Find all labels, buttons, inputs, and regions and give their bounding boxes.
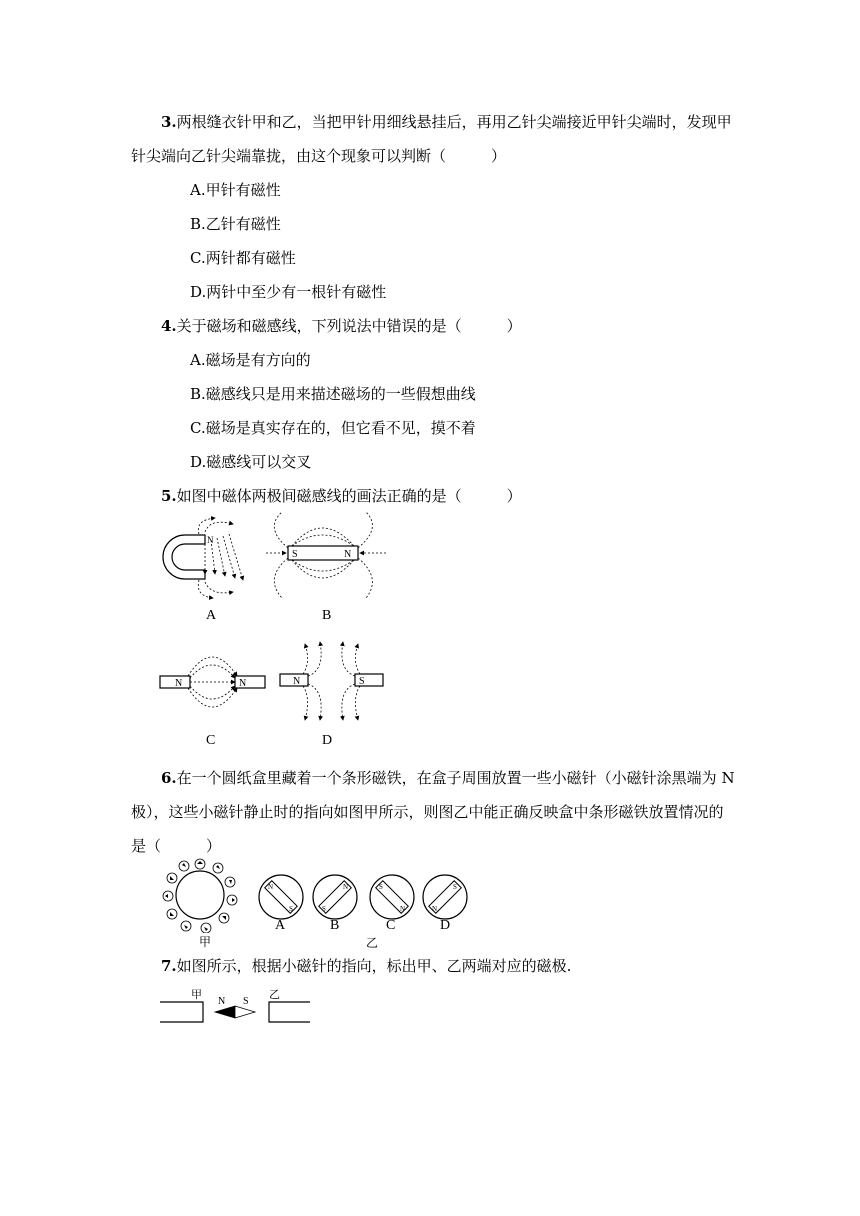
q7-yi-label: 乙 (269, 989, 280, 1001)
question-5-number: 5. (161, 487, 177, 505)
q6-figure-jia (160, 858, 240, 933)
q5-figure-d[interactable] (275, 640, 390, 725)
q7-needle-s: S (243, 996, 249, 1007)
question-6-number: 6. (161, 769, 177, 787)
q6-label-c: C (386, 918, 396, 933)
question-4-text-1: 关于磁场和磁感线，下列说法中错误的是（ ） (176, 317, 522, 335)
q5-figure-a[interactable] (155, 510, 265, 605)
q6-label-yi: 乙 (366, 936, 379, 950)
q5-label-b: B (322, 608, 332, 623)
q5-c-pole-left: N (175, 678, 183, 689)
q5-d-pole-right: S (359, 676, 365, 687)
q3-option-c[interactable]: C.两针都有磁性 (190, 249, 296, 267)
question-4-number: 4. (161, 317, 177, 335)
question-3-number: 3. (161, 113, 177, 131)
q5-label-d: D (322, 733, 333, 748)
q7-jia-label: 甲 (191, 989, 202, 1001)
question-3-line-2: 针尖端向乙针尖端靠拢，由这个现象可以判断（ ） (131, 147, 507, 165)
q6-b-bar-top: N (343, 883, 349, 891)
q3-option-a[interactable]: A.甲针有磁性 (190, 181, 281, 199)
question-5-line-1 (161, 486, 522, 506)
q5-a-pole-n: N (207, 535, 214, 545)
q6-label-jia: 甲 (199, 935, 212, 949)
q4-option-b[interactable]: B.磁感线只是用来描述磁场的一些假想曲线 (190, 385, 476, 403)
question-7-line-1 (161, 956, 571, 976)
q7-needle-n: N (218, 996, 226, 1007)
question-7-number: 7. (161, 957, 177, 975)
question-6-line-1 (161, 768, 735, 788)
question-3-line-1 (161, 112, 732, 132)
q4-option-c[interactable]: C.磁场是真实存在的，但它看不见，摸不着 (190, 419, 476, 437)
question-6-line-3: 是（ ） (131, 837, 222, 855)
q6-b-bar-bottom: S (322, 905, 326, 913)
q6-label-d: D (440, 918, 451, 933)
q6-figure-d[interactable] (421, 873, 469, 921)
q6-figure-c[interactable] (368, 873, 416, 921)
needle-north-half (215, 1006, 235, 1018)
q6-figure-a[interactable] (257, 873, 305, 921)
q5-c-pole-right: N (239, 678, 247, 689)
q5-figure-b[interactable] (262, 508, 392, 603)
q5-b-pole-n: N (344, 549, 352, 560)
q5-b-pole-s: S (292, 549, 298, 560)
q6-label-a: A (275, 918, 286, 933)
question-5-text-1: 如图中磁体两极间磁感线的画法正确的是（ ） (176, 487, 522, 505)
q7-figure[interactable] (155, 982, 320, 1027)
question-4-line-1 (161, 316, 522, 336)
q4-option-a[interactable]: A.磁场是有方向的 (190, 351, 311, 369)
question-6-line-2: 极），这些小磁针静止时的指向如图甲所示，则图乙中能正确反映盒中条形磁铁放置情况的 (131, 803, 724, 821)
question-3-text-1: 两根缝衣针甲和乙，当把甲针用细线悬挂后，再用乙针尖端接近甲针尖端时，发现甲 (176, 113, 732, 131)
q6-a-bar-top: N (268, 883, 274, 891)
question-7-text-1: 如图所示，根据小磁针的指向，标出甲、乙两端对应的磁极. (176, 957, 572, 975)
q6-figure-b[interactable] (311, 873, 359, 921)
q5-figure-c[interactable] (155, 640, 270, 725)
q4-option-d[interactable]: D.磁感线可以交叉 (190, 453, 312, 471)
q6-c-bar-bottom: N (400, 905, 406, 913)
q3-option-b[interactable]: B.乙针有磁性 (190, 215, 281, 233)
question-6-text-1: 在一个圆纸盒里藏着一个条形磁铁，在盒子周围放置一些小磁针（小磁针涂黑端为 N (176, 769, 735, 787)
q5-d-pole-left: N (293, 676, 301, 687)
q5-label-c: C (206, 733, 216, 748)
q6-d-bar-bottom: N (432, 905, 438, 913)
q6-a-bar-bottom: S (289, 905, 293, 913)
q6-d-bar-top: S (453, 883, 457, 891)
q6-c-bar-top: S (379, 883, 383, 891)
q6-label-b: B (330, 918, 340, 933)
q5-label-a: A (206, 608, 217, 623)
q3-option-d[interactable]: D.两针中至少有一根针有磁性 (190, 283, 387, 301)
needle-south-half (235, 1006, 255, 1018)
